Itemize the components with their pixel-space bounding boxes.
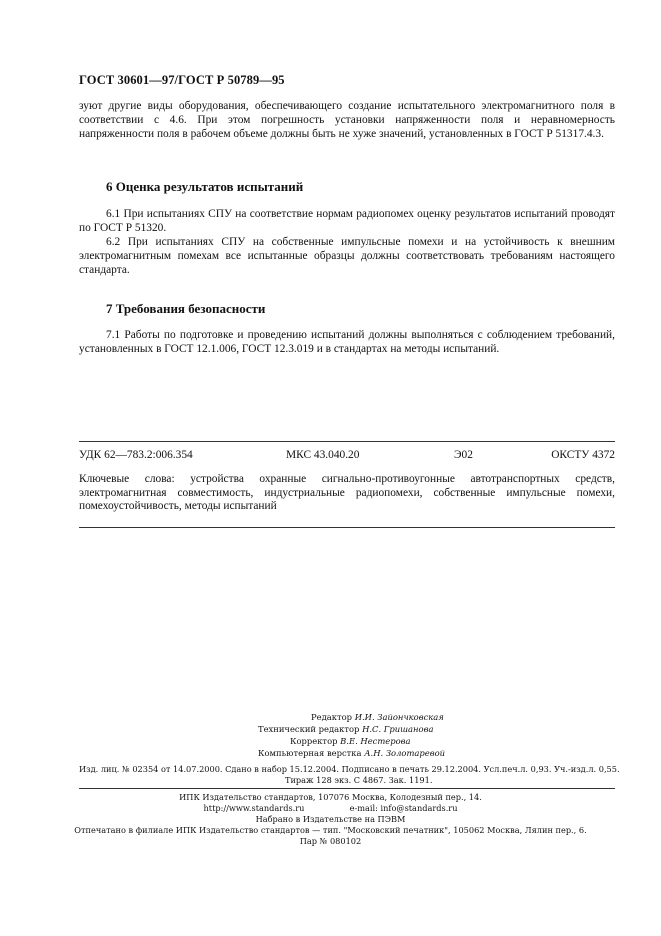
group-code: Э02 (454, 449, 473, 461)
publisher-url: http://www.standards.ru (203, 803, 305, 813)
publisher-web (0, 803, 661, 814)
credit-corrector: Корректор В.Е. Нестерова (290, 736, 411, 746)
credit-editor: Редактор И.И. Зайончковская (311, 712, 444, 722)
bottom-divider (79, 527, 615, 528)
credit-tech-editor: Технический редактор Н.С. Гришанова (258, 724, 434, 734)
paragraph-6-1: 6.1 При испытаниях СПУ на соответствие нормам радиопомех оценку результатов испытаний проводят по ГОСТ Р 51320. (79, 208, 615, 235)
paragraph-6-2: 6.2 При испытаниях СПУ на собственные импульсные помехи и на устойчивость к внешним электромагнитным помехам все испытанные образцы должны соответствовать требованиям настоящего стандарта. (79, 236, 615, 277)
section-6-heading: 6 Оценка результатов испытаний (106, 179, 304, 194)
udk-code: УДК 62—783.2:006.354 (79, 449, 193, 461)
okstu-code: ОКСТУ 4372 (551, 449, 615, 461)
intro-paragraph: зуют другие виды оборудования, обеспечивающего создание испытательного электромагнитного поля в соответствии с 4.6. При этом погрешность установки напряженности поля и неравномерность напряженности поля в рабочем объеме должны быть не хуже значений, установленных в ГОСТ Р 51317.4.3. (79, 100, 615, 141)
publisher-typeset: Набрано в Издательстве на ПЭВМ (255, 814, 406, 824)
credit-layout: Компьютерная верстка А.Н. Золотаревой (258, 748, 446, 758)
paragraph-7-1: 7.1 Работы по подготовке и проведению испытаний должны выполняться с соблюдением требований, установленных в ГОСТ 12.1.006, ГОСТ 12.3.019 и в стандартах на методы испытаний. (79, 329, 615, 356)
top-divider (79, 441, 615, 442)
publisher-printed: Отпечатано в филиале ИПК Издательство стандартов — тип. "Московский печатник", 105062 Москва, Лялин пер., 6. (74, 825, 587, 835)
keywords-paragraph: Ключевые слова: устройства охранные сигнально-противоугонные автотранспортных средств, электромагнитная совместимость, индустриальные радиопомехи, собственные импульсные помехи, помехоустойчивость, методы испытаний (79, 473, 615, 513)
imprint-line-2: Тираж 128 экз. С 4867. Зак. 1191. (285, 775, 433, 785)
section-7-heading: 7 Требования безопасности (106, 301, 266, 316)
imprint-divider (79, 788, 615, 789)
imprint-line-1: Изд. лиц. № 02354 от 14.07.2000. Сдано в набор 15.12.2004. Подписано в печать 29.12.2004. Усл.печ.л. 0,93. Уч.-изд.л. 0,55. (79, 764, 620, 774)
publisher-address: ИПК Издательство стандартов, 107076 Москва, Колодезный пер., 14. (179, 792, 482, 802)
page-header: ГОСТ 30601—97/ГОСТ Р 50789—95 (79, 73, 285, 87)
mks-code: МКС 43.040.20 (286, 449, 360, 461)
publisher-license: Пар № 080102 (299, 836, 362, 846)
publisher-email: e-mail: info@standards.ru (349, 803, 458, 813)
